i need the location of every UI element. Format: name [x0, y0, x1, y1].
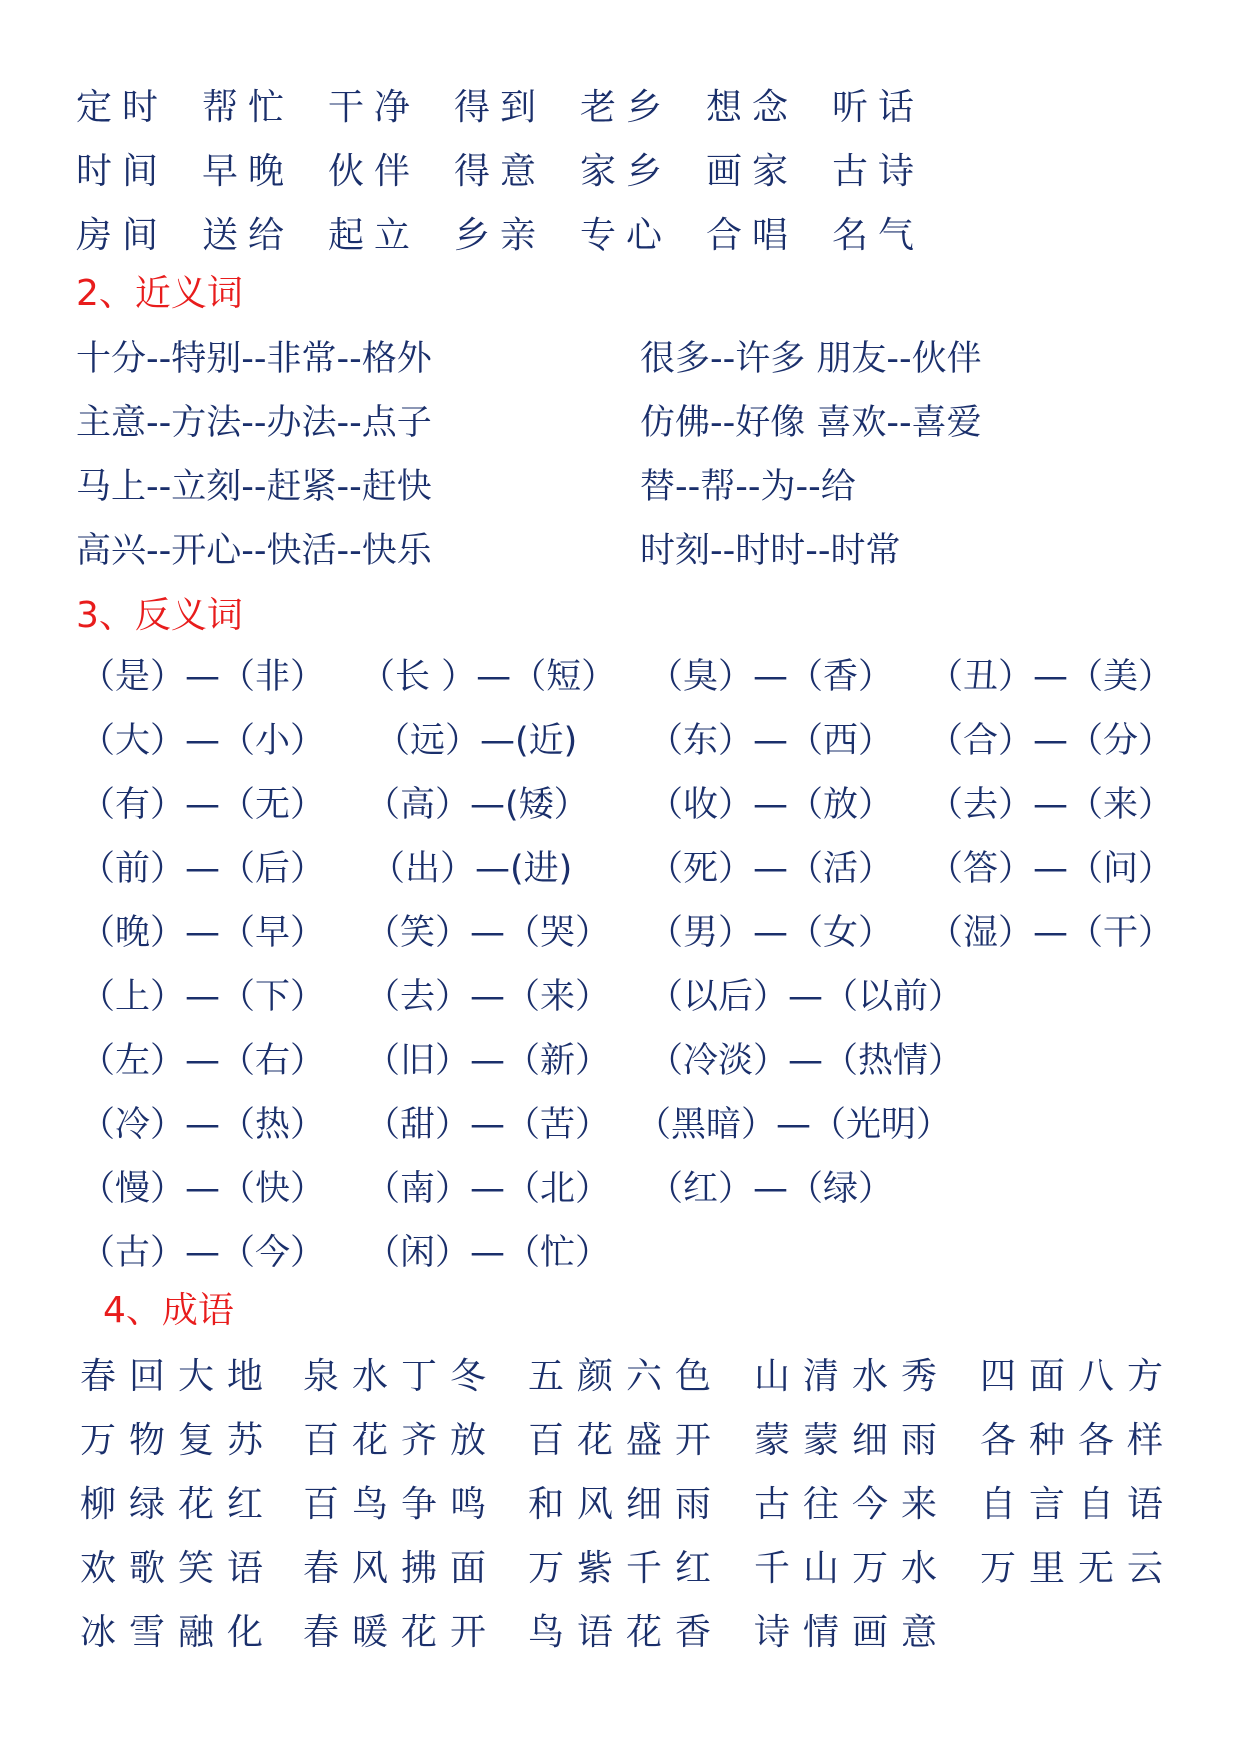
idiom: 千山万水	[754, 1548, 951, 1589]
word: 帮忙	[202, 87, 295, 128]
antonym-pair: （丑）—（美）	[928, 657, 1174, 697]
word: 伙伴	[328, 151, 421, 192]
word: 乡亲	[454, 215, 547, 256]
antonym-pair: （闲）—（忙）	[365, 1233, 611, 1273]
idiom: 古往今来	[754, 1484, 951, 1525]
synonym-group: 十分--特别--非常--格外	[76, 339, 432, 379]
antonym-pair: （东）—（西）	[648, 721, 894, 761]
idiom: 鸟语花香	[528, 1612, 725, 1653]
word: 起立	[328, 215, 421, 256]
antonym-pair: （远）—(近)	[375, 721, 578, 761]
antonym-pair: （旧）—（新）	[365, 1041, 611, 1081]
synonym-group: 马上--立刻--赶紧--赶快	[76, 467, 432, 507]
antonym-pair: （甜）—（苦）	[365, 1105, 611, 1145]
antonym-pair: （古）—（今）	[80, 1233, 326, 1273]
idiom: 诗情画意	[754, 1612, 951, 1653]
antonym-pair: （左）—（右）	[80, 1041, 326, 1081]
idiom: 春回大地	[80, 1356, 277, 1397]
synonym-group: 很多--许多 朋友--伙伴	[640, 339, 982, 379]
word: 专心	[580, 215, 673, 256]
idiom: 百花盛开	[528, 1420, 725, 1461]
word: 干净	[328, 87, 421, 128]
word: 时间	[76, 151, 169, 192]
antonym-pair: （男）—（女）	[648, 913, 894, 953]
word: 定时	[76, 87, 169, 128]
idiom: 万里无云	[980, 1548, 1177, 1589]
idiom: 蒙蒙细雨	[754, 1420, 951, 1461]
antonym-pair: （有）—（无）	[80, 785, 326, 825]
idiom: 欢歌笑语	[80, 1548, 277, 1589]
idiom: 万物复苏	[80, 1420, 277, 1461]
idiom: 春暖花开	[303, 1612, 500, 1653]
word: 名气	[832, 215, 925, 256]
antonym-pair: （去）—（来）	[928, 785, 1174, 825]
antonym-pair: （冷）—（热）	[80, 1105, 326, 1145]
synonym-group: 替--帮--为--给	[640, 467, 856, 507]
antonym-pair: （上）—（下）	[80, 977, 326, 1017]
antonym-pair: （长 ）—（短）	[360, 657, 617, 697]
idiom: 各种各样	[980, 1420, 1177, 1461]
antonym-pair: （笑）—（哭）	[365, 913, 611, 953]
antonym-pair: （去）—（来）	[365, 977, 611, 1017]
word: 早晚	[202, 151, 295, 192]
idiom: 春风拂面	[303, 1548, 500, 1589]
word: 房间	[76, 215, 169, 256]
word: 古诗	[832, 151, 925, 192]
antonym-pair: （红）—（绿）	[648, 1169, 894, 1209]
idioms-heading: 4、成语	[103, 1290, 234, 1331]
antonym-pair: （收）—（放）	[648, 785, 894, 825]
idiom: 冰雪融化	[80, 1612, 277, 1653]
antonym-pair: （慢）—（快）	[80, 1169, 326, 1209]
word: 画家	[706, 151, 799, 192]
word: 得意	[454, 151, 547, 192]
word: 想念	[706, 87, 799, 128]
synonym-group: 时刻--时时--时常	[640, 531, 901, 571]
idiom: 万紫千红	[528, 1548, 725, 1589]
antonym-pair: （黑暗）—（光明）	[636, 1105, 952, 1145]
idiom: 百花齐放	[303, 1420, 500, 1461]
antonym-pair: （晚）—（早）	[80, 913, 326, 953]
idiom: 四面八方	[980, 1356, 1177, 1397]
antonyms-heading: 3、反义词	[76, 595, 243, 636]
antonym-pair: （出）—(进)	[370, 849, 573, 889]
idiom: 自言自语	[980, 1484, 1177, 1525]
antonym-pair: （以后）—（以前）	[648, 977, 964, 1017]
idiom: 泉水丁冬	[303, 1356, 500, 1397]
antonym-pair: （冷淡）—（热情）	[648, 1041, 964, 1081]
synonym-group: 高兴--开心--快活--快乐	[76, 531, 432, 571]
antonym-pair: （合）—（分）	[928, 721, 1174, 761]
antonym-pair: （南）—（北）	[365, 1169, 611, 1209]
antonym-pair: （湿）—（干）	[928, 913, 1174, 953]
word: 听话	[832, 87, 925, 128]
synonym-group: 仿佛--好像 喜欢--喜爱	[640, 403, 982, 443]
word: 合唱	[706, 215, 799, 256]
antonym-pair: （是）—（非）	[80, 657, 326, 697]
idiom: 百鸟争鸣	[303, 1484, 500, 1525]
idiom: 和风细雨	[528, 1484, 725, 1525]
word: 得到	[454, 87, 547, 128]
synonyms-heading: 2、近义词	[76, 273, 243, 314]
antonym-pair: （臭）—（香）	[648, 657, 894, 697]
antonym-pair: （前）—（后）	[80, 849, 326, 889]
antonym-pair: （死）—（活）	[648, 849, 894, 889]
idiom: 山清水秀	[754, 1356, 951, 1397]
antonym-pair: （答）—（问）	[928, 849, 1174, 889]
idiom: 五颜六色	[528, 1356, 725, 1397]
idiom: 柳绿花红	[80, 1484, 277, 1525]
word: 家乡	[580, 151, 673, 192]
word: 老乡	[580, 87, 673, 128]
synonym-group: 主意--方法--办法--点子	[76, 403, 432, 443]
word: 送给	[202, 215, 295, 256]
antonym-pair: （高）—(矮）	[365, 785, 589, 825]
antonym-pair: （大）—（小）	[80, 721, 326, 761]
